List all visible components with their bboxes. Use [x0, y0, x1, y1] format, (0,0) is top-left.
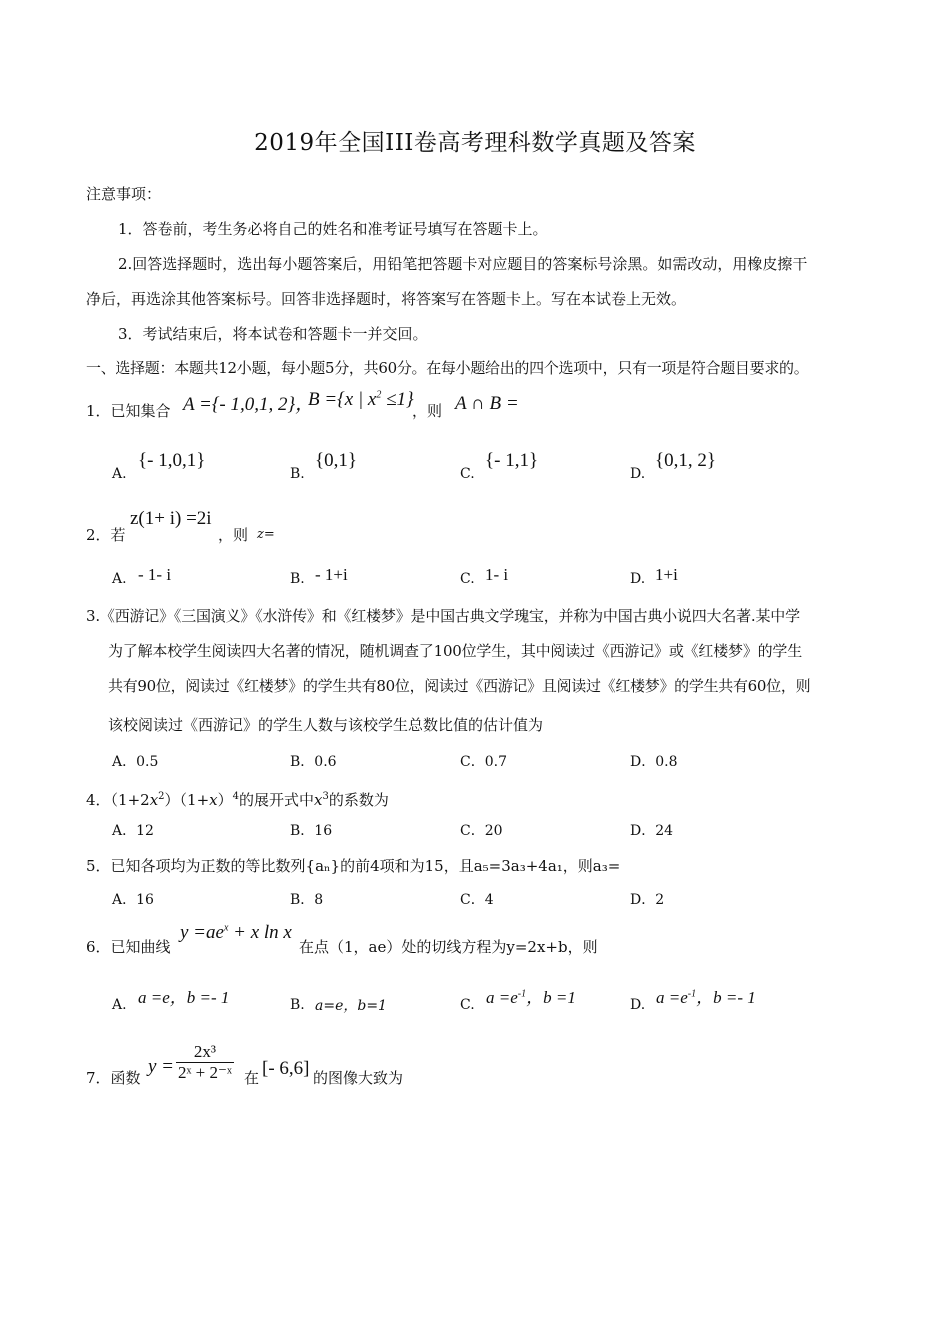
notice-item-2b: 净后，再选涂其他答案标号。回答非选择题时，将答案写在答题卡上。写在本试卷上无效。 — [86, 290, 687, 308]
q6-option-d-label: D. — [630, 997, 646, 1013]
notice-heading: 注意事项： — [86, 185, 162, 203]
q6-option-b: a=e，b=1 — [315, 998, 387, 1014]
q3-line-2: 为了解本校学生阅读四大名著的情况，随机调查了100位学生，其中阅读过《西游记》或《红楼梦》的学生 — [108, 642, 803, 660]
q2-option-d-label: D. — [630, 571, 646, 587]
q2-option-a-label: A. — [112, 571, 127, 587]
q6-number: 6．已知曲线 — [86, 938, 171, 956]
q3-option-c: C．0.7 — [460, 754, 507, 770]
q5-option-a: A．16 — [112, 892, 154, 908]
q6-tail: 在点（1，ae）处的切线方程为y=2x+b，则 — [299, 938, 598, 956]
q2-option-d: 1+i — [655, 565, 678, 584]
q4-text: 4．$(1+2x^2)(1+x)^4$的展开式中$x^3$的系数为 — [86, 791, 389, 809]
notice-item-3: 3．考试结束后，将本试卷和答题卡一并交回。 — [118, 325, 428, 343]
q2-option-b: - 1+i — [315, 565, 348, 584]
q1-set-b: B ={x | $x^2 \le 1$} — [308, 389, 414, 410]
q1-option-c-label: C. — [460, 466, 475, 482]
q1-option-b: {0,1} — [315, 450, 357, 471]
q3-line-1: 3.《西游记》《三国演义》《水浒传》和《红楼梦》是中国古典文学瑰宝，并称为中国古典小说四大名著.某中学 — [86, 607, 800, 625]
q2-option-c: 1- i — [485, 565, 509, 584]
q1-option-d-label: D. — [630, 466, 646, 482]
q2-option-b-label: B. — [290, 571, 305, 587]
q7-number: 7．函数 — [86, 1069, 141, 1087]
q4-option-b: B．16 — [290, 823, 333, 839]
notice-item-2a: 2.回答选择题时，选出每小题答案后，用铅笔把答题卡对应题目的答案标号涂黑。如需改动，用橡皮擦干 — [118, 255, 808, 273]
q1-option-d: {0,1, 2} — [655, 450, 716, 471]
q1-number: 1．已知集合 — [86, 402, 171, 420]
q2-number: 2．若 — [86, 526, 126, 544]
q6-option-c-label: C. — [460, 997, 475, 1013]
q7-fraction — [176, 1042, 234, 1083]
q4-option-c: C．20 — [460, 823, 503, 839]
q3-option-a: A．0.5 — [112, 754, 159, 770]
q4-option-d: D．24 — [630, 823, 674, 839]
page-title: 2019年全国III卷高考理科数学真题及答案 — [254, 130, 696, 156]
q7-y: y = — [148, 1056, 175, 1077]
q5-text: 5．已知各项均为正数的等比数列{aₙ}的前4项和为15，且a₅=3a₃+4a₁，则a₃= — [86, 857, 621, 875]
q1-set-a: A ={- 1,0,1, 2}， — [183, 394, 315, 415]
q7-mid: 在 — [244, 1069, 260, 1087]
q7-numerator: 2x³ — [176, 1042, 234, 1063]
notice-item-1: 1．答卷前，考生务必将自己的姓名和准考证号填写在答题卡上。 — [118, 220, 548, 238]
q7-interval: [- 6,6] — [262, 1058, 310, 1079]
q6-option-b-label: B. — [290, 997, 305, 1013]
q6-curve: $y =ae^x + x$ ln x — [180, 922, 292, 943]
q1-expression: A ∩ B = — [455, 393, 519, 414]
q2-expression: z(1+ i) =2i — [130, 508, 212, 529]
section-heading: 一、选择题：本题共12小题，每小题5分，共60分。在每小题给出的四个选项中，只有一项是符合题目要求的。 — [86, 359, 809, 377]
q2-tail: ，则 — [218, 526, 249, 544]
q6-option-d: $a =e^{-1}$，b =- 1 — [656, 988, 756, 1007]
q3-line-4: 该校阅读过《西游记》的学生人数与该校学生总数比值的估计值为 — [108, 716, 544, 734]
q1-option-a: {- 1,0,1} — [138, 450, 206, 471]
q6-option-c: $a =e^{-1}$，b =1 — [486, 988, 576, 1007]
q5-option-d: D．2 — [630, 892, 665, 908]
q1-option-c: {- 1,1} — [485, 450, 539, 471]
q4-option-a: A．12 — [112, 823, 154, 839]
q3-line-3: 共有90位，阅读过《红楼梦》的学生共有80位，阅读过《西游记》且阅读过《红楼梦》的学生共有60位，则 — [108, 677, 811, 695]
q5-option-c: C．4 — [460, 892, 494, 908]
q1-option-a-label: A. — [112, 466, 127, 482]
q7-denominator: 2ˣ + 2⁻ˣ — [178, 1063, 232, 1082]
q3-option-d: D．0.8 — [630, 754, 678, 770]
q3-option-b: B．0.6 — [290, 754, 337, 770]
q2-option-a: - 1- i — [138, 565, 172, 584]
q6-option-a-label: A. — [112, 997, 127, 1013]
q1-tail: ，则 — [412, 402, 443, 420]
q2-option-c-label: C. — [460, 571, 475, 587]
q5-option-b: B．8 — [290, 892, 324, 908]
q2-variable: z= — [257, 527, 275, 542]
q6-option-a: a =e，b =- 1 — [138, 988, 230, 1007]
q1-option-b-label: B. — [290, 466, 305, 482]
q7-tail: 的图像大致为 — [313, 1069, 404, 1087]
